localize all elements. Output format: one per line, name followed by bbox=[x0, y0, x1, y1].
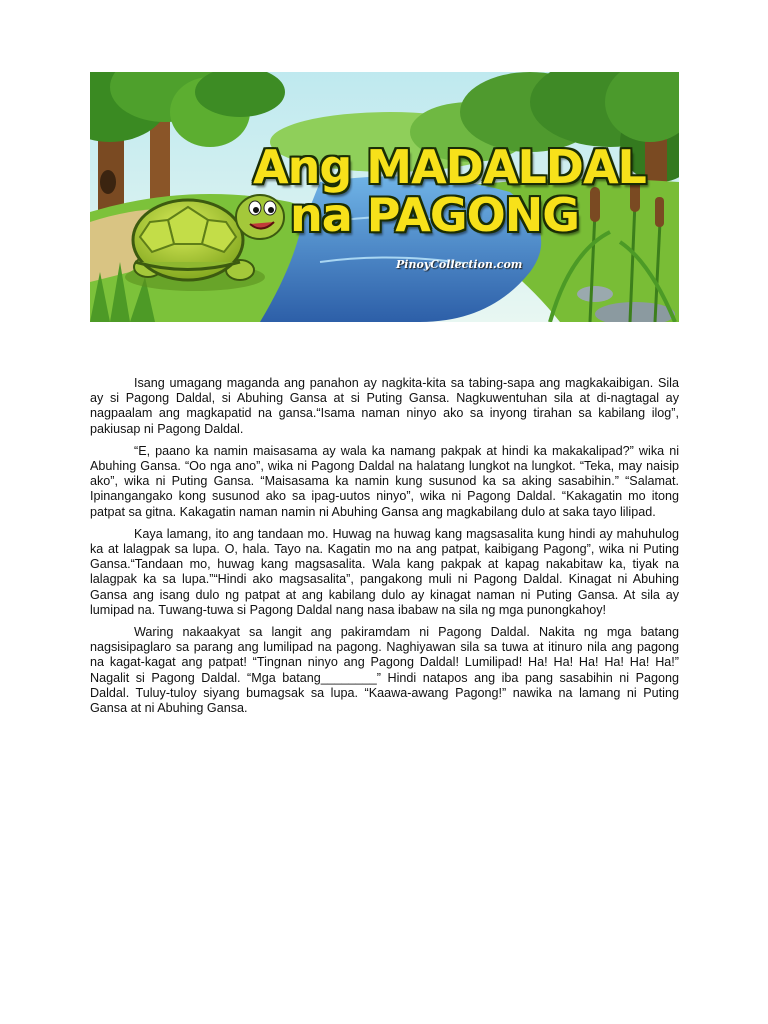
story-paragraph-2: “E, paano ka namin maisasama ay wala ka namang pakpak at hindi ka makakalipad?” wika ni Abuhing Gansa. “Oo nga ano”, wika ni Pagong Daldal na halatang lungkot na lungkot. “Teka, may naisip ako”, wika ni Puting Gansa. “Maisasama ka namin kung susunod ka sa aking sasabihin.” “Salamat. Ipinangangako kong susunod ako sa ipag-uutos ninyo”, wika ni Pagong Daldal. “Kakagatin mo itong patpat sa gitna. Kakagatin naman namin ni Abuhing Gansa ang magkabilang dulo at saka tayo lilipad. bbox=[90, 443, 679, 519]
story-paragraph-3: Kaya lamang, ito ang tandaan mo. Huwag na huwag kang magsasalita kung hindi ay mahuhulog ka at lalagpak sa lupa. O, hala. Tayo na. Kagatin mo na ang patpat, kaibigang Pagong”, wika ni Puting Gansa.“Tandaan mo, huwag kang magsasalita. Wala kang pakpak at kapag nakabitaw ka, tiyak na lalagpak ka sa lupa.”“Hindi ako magsasalita”, pangakong muli ni Pagong Daldal. Kinagat ni Abuhing Gansa ang isang dulo ng patpat at ang kabilang dulo ay kinagat naman ni Puting Gansa. At sila ay lumipad na. Tuwang-tuwa si Pagong Daldal nang nasa ibabaw na sila ng mga punongkahoy! bbox=[90, 526, 679, 617]
banner-credit: PinoyCollection.com bbox=[396, 258, 523, 271]
banner-title-line-1: Ang MADALDAL bbox=[253, 140, 646, 194]
banner-illustration bbox=[90, 72, 679, 322]
story-banner-image bbox=[90, 72, 679, 322]
story-paragraph-1: Isang umagang maganda ang panahon ay nagkita-kita sa tabing-sapa ang magkakaibigan. Sila ay si Pagong Daldal, si Abuhing Gansa at si Puting Gansa. Nagkuwentuhan sila at di-nagtagal ay nagpaalam ang magkapatid na gansa.“Isama naman ninyo ako sa inyong tirahan sa kabilang ilog”, pakiusap ni Pagong Daldal. bbox=[90, 376, 679, 436]
banner-title-line-2: na PAGONG bbox=[290, 188, 580, 242]
story-text bbox=[90, 376, 679, 723]
story-paragraph-4: Waring nakaakyat sa langit ang pakiramdam ni Pagong Daldal. Nakita ng mga batang nagsisipaglaro sa parang ang lumilipad na pagong. Naghiyawan sila sa tuwa at itinuro nila ang pagong na kagat-kagat ang patpat! “Tingnan ninyo ang Pagong Daldal! Lumilipad! Ha! Ha! Ha! Ha! Ha! Ha!” Nagalit si Pagong Daldal. “Mga batang________” Hindi natapos ang iba pang sasabihin ni Pagong Daldal. Tuluy-tuloy siyang bumagsak sa lupa. “Kaawa-awang Pagong!” nawika na lamang ni Puting Gansa at ni Abuhing Gansa. bbox=[90, 625, 679, 716]
